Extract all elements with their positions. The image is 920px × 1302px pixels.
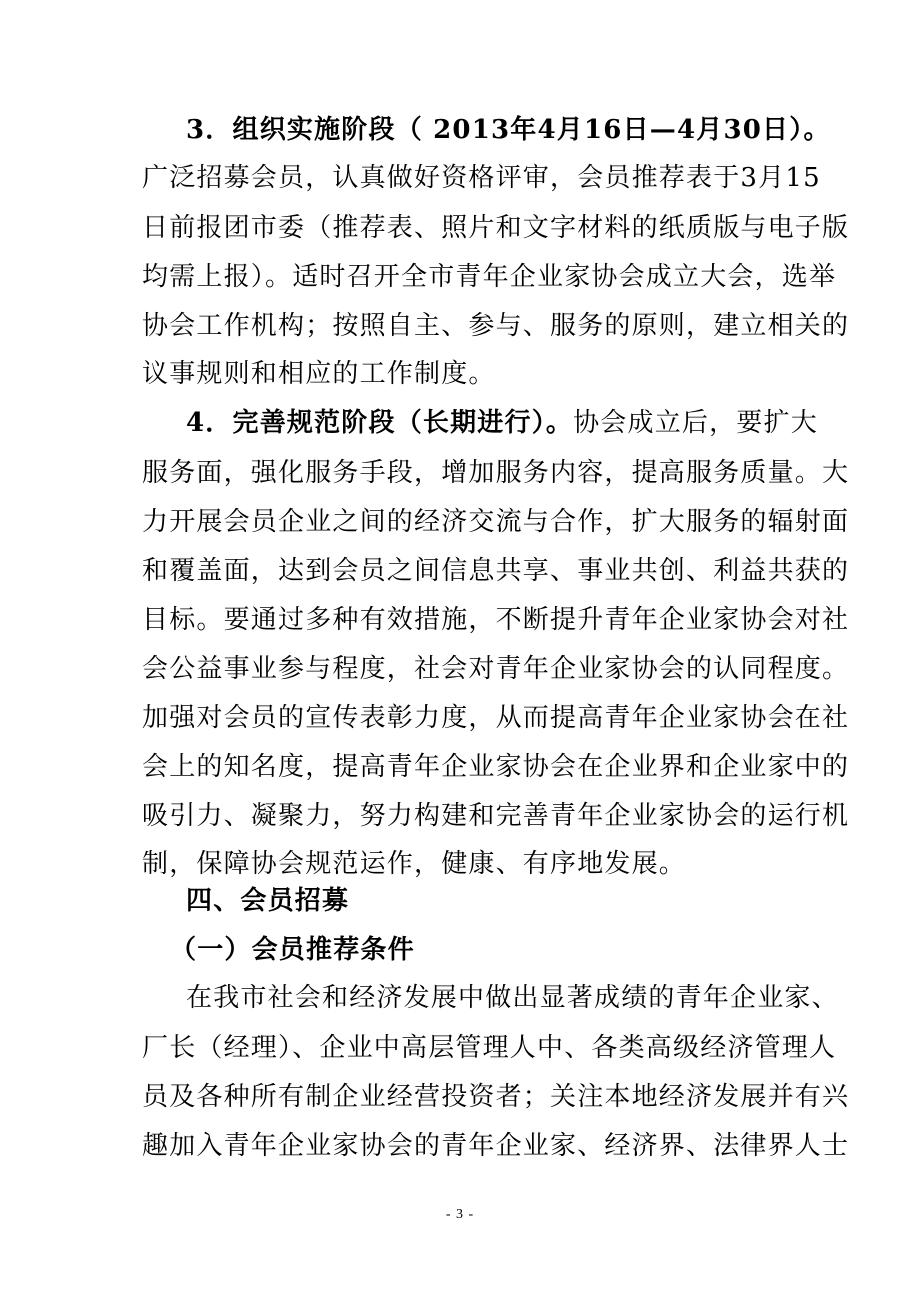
line-content xyxy=(142,849,686,879)
line-content xyxy=(142,308,850,344)
body-text: 广泛招募会员，认真做好资格评审，会员推荐表于3月15 xyxy=(142,163,821,193)
line-content xyxy=(186,980,839,1016)
text-line xyxy=(142,356,920,392)
line-content xyxy=(186,115,831,145)
body-text: 服务面，强化服务手段，增加服务内容，提高服务质量。大 xyxy=(142,458,850,488)
text-line xyxy=(186,980,920,1016)
body-text: 加强对会员的宣传表彰力度，从而提高青年企业家协会在社 xyxy=(142,703,850,733)
body-text: 趣加入青年企业家协会的青年企业家、经济界、法律界人士 xyxy=(142,1131,850,1161)
bold-text: 3．组织实施阶段（ 2013年4月16日—4月30日）。 xyxy=(186,115,831,145)
bold-text: 4．完善规范阶段（长期进行）。 xyxy=(186,408,574,438)
bold-text: 四、会员招募 xyxy=(186,886,350,916)
line-content xyxy=(170,935,415,965)
body-text: 会上的知名度，提高青年企业家协会在企业界和企业家中的 xyxy=(142,752,850,782)
body-text: 制，保障协会规范运作，健康、有序地发展。 xyxy=(142,849,687,879)
line-content xyxy=(186,886,349,916)
line-content xyxy=(142,1030,837,1066)
body-text: 吸引力、凝聚力，努力构建和完善青年企业家协会的运行机 xyxy=(142,801,850,831)
text-line xyxy=(142,504,920,540)
text-line xyxy=(142,602,920,638)
line-content xyxy=(142,1079,850,1115)
body-text: 厂长（经理）、企业中高层管理人中、各类高级经济管理人 xyxy=(142,1033,837,1063)
body-text: 在我市社会和经济发展中做出显著成绩的青年企业家、 xyxy=(186,983,839,1013)
body-text: 会公益事业参与程度，社会对青年企业家协会的认同程度。 xyxy=(142,654,850,684)
line-content xyxy=(142,749,850,785)
line-content xyxy=(142,651,850,687)
body-text: 目标。要通过多种有效措施，不断提升青年企业家协会对社 xyxy=(142,605,850,635)
line-content xyxy=(142,1128,850,1164)
text-line xyxy=(142,160,920,196)
text-line xyxy=(186,883,920,919)
text-line xyxy=(142,798,920,834)
line-content xyxy=(142,504,850,540)
text-line xyxy=(142,308,920,344)
body-text: 协会成立后，要扩大 xyxy=(573,408,818,438)
text-line xyxy=(186,405,920,441)
line-content xyxy=(142,602,850,638)
body-text: 均需上报）。适时召开全市青年企业家协会成立大会，选举 xyxy=(142,262,837,292)
text-line xyxy=(142,1079,920,1115)
text-line xyxy=(142,700,920,736)
line-content xyxy=(142,359,496,389)
text-line xyxy=(142,651,920,687)
body-text: 日前报团市委（推荐表、照片和文字材料的纸质版与电子版 xyxy=(142,213,850,243)
body-text: 力开展会员企业之间的经济交流与合作，扩大服务的辐射面 xyxy=(142,507,850,537)
text-line xyxy=(170,932,920,968)
text-line xyxy=(142,1030,920,1066)
text-line xyxy=(142,553,920,589)
body-text: 协会工作机构；按照自主、参与、服务的原则，建立相关的 xyxy=(142,311,850,341)
text-line xyxy=(186,112,920,148)
line-content xyxy=(142,700,850,736)
text-line xyxy=(142,1128,920,1164)
line-content xyxy=(186,405,818,441)
text-line xyxy=(142,210,920,246)
line-content xyxy=(142,160,821,196)
text-line xyxy=(142,846,920,882)
text-line xyxy=(142,455,920,491)
line-content xyxy=(142,210,850,246)
text-line xyxy=(142,749,920,785)
line-content xyxy=(142,553,850,589)
body-text: 和覆盖面，达到会员之间信息共享、事业共创、利益共获的 xyxy=(142,556,850,586)
line-content xyxy=(142,798,850,834)
bold-text: （一）会员推荐条件 xyxy=(170,935,415,965)
body-text: 员及各种所有制企业经营投资者；关注本地经济发展并有兴 xyxy=(142,1082,850,1112)
line-content xyxy=(142,455,850,491)
body-text: 议事规则和相应的工作制度。 xyxy=(142,359,496,389)
line-content xyxy=(142,259,837,295)
text-line xyxy=(142,259,920,295)
page-number: - 3 - xyxy=(445,1207,475,1222)
